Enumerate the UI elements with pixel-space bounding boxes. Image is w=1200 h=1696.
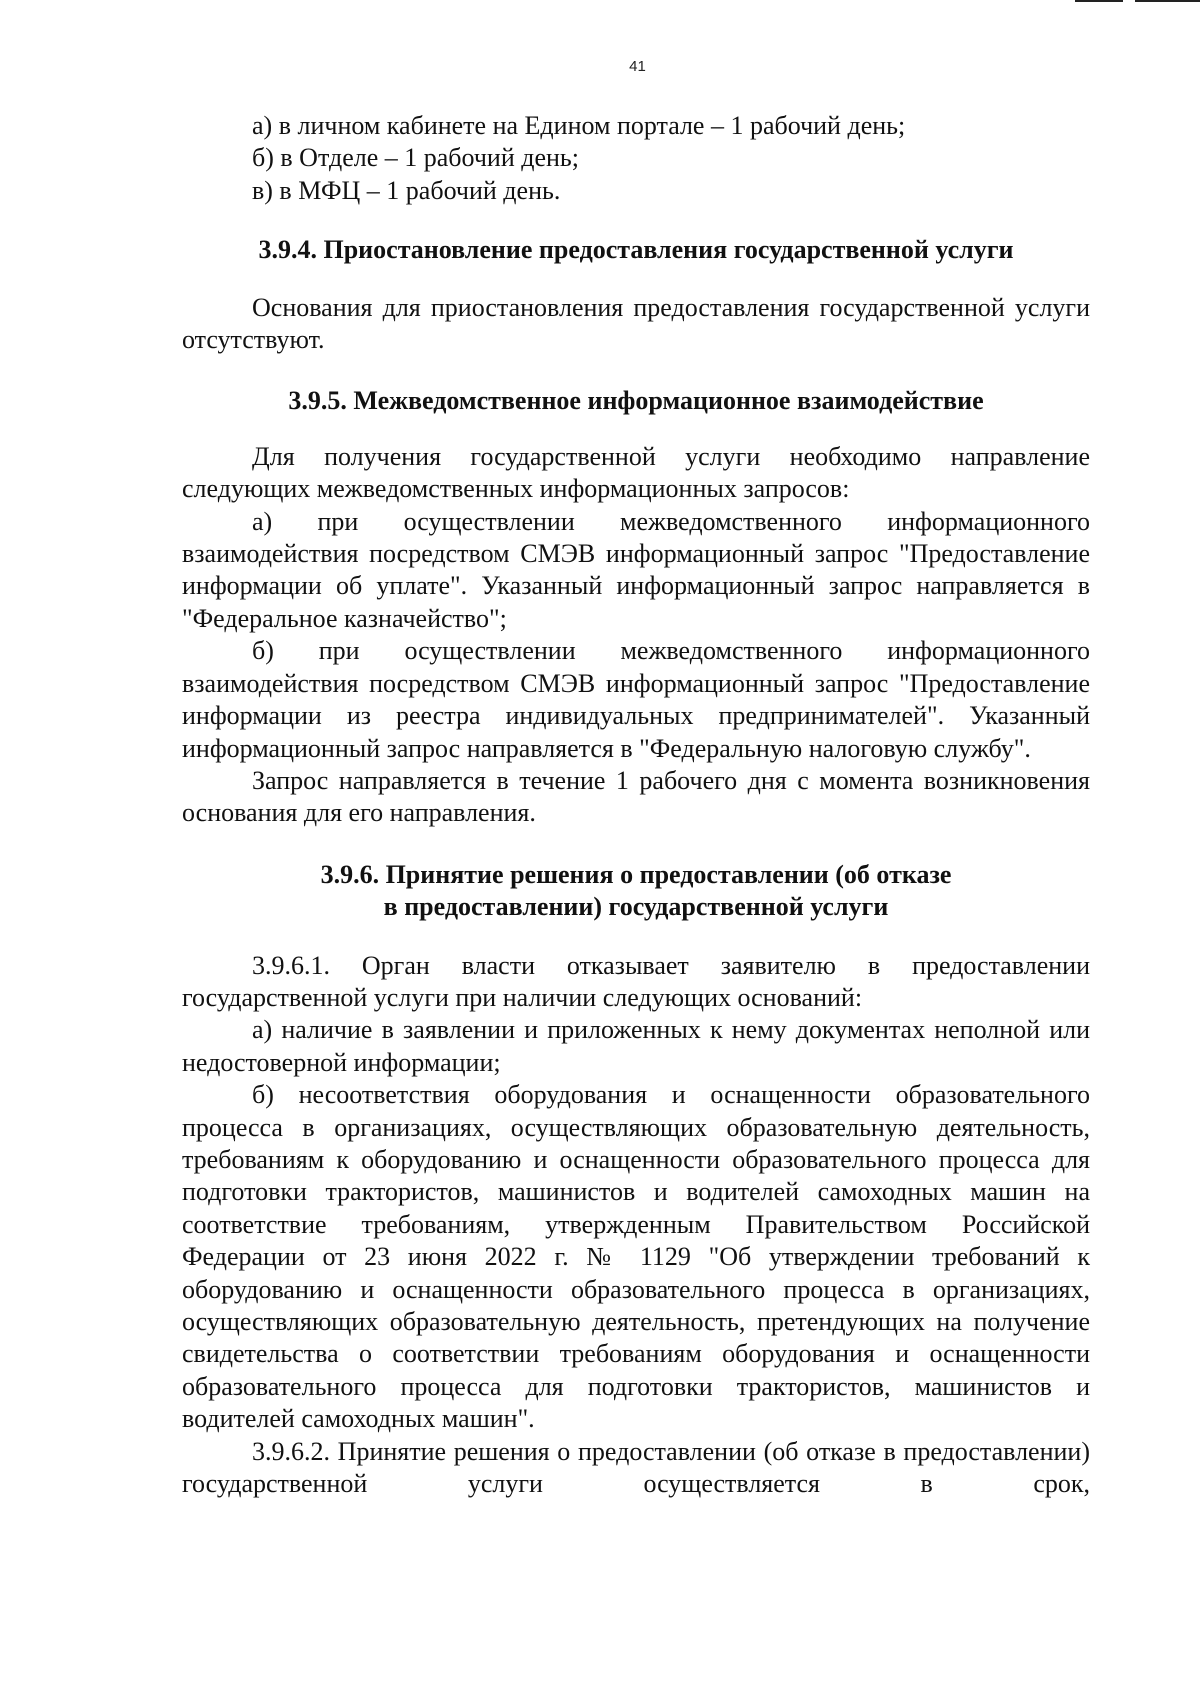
scan-edge-mark (1135, 0, 1200, 2)
paragraph: Для получения государственной услуги необходимо направление следующих межведомственных информационных запросов: (182, 441, 1090, 504)
document-body (182, 110, 1090, 1500)
paragraph: а) при осуществлении межведомственного информационного взаимодействия посредством СМЭВ информационный запрос "Предоставление информации об уплате". Указанный информационный запрос направляется в "Федеральное казначейство"; (182, 506, 1090, 633)
paragraph: Запрос направляется в течение 1 рабочего дня с момента возникновения основания для его направления. (182, 765, 1090, 828)
paragraph: 3.9.6.1. Орган власти отказывает заявителю в предоставлении государственной услуги при наличии следующих оснований: (182, 950, 1090, 1012)
deadline-list (182, 110, 1090, 207)
paragraph: Основания для приостановления предоставления государственной услуги отсутствуют. (182, 292, 1090, 355)
list-item: б) в Отделе – 1 рабочий день; (252, 143, 580, 173)
paragraph: 3.9.6.2. Принятие решения о предоставлении (об отказе в предоставлении) государственной услуги осуществляется в срок, (182, 1436, 1090, 1499)
section-heading-3-9-5: 3.9.5. Межведомственное информационное взаимодействие (288, 386, 984, 416)
section-heading-3-9-6 (182, 859, 1090, 924)
list-item: в) в МФЦ – 1 рабочий день. (252, 175, 561, 205)
heading-line: 3.9.6. Принятие решения о предоставлении (об отказе (320, 859, 952, 889)
heading-line: в предоставлении) государственной услуги (383, 892, 889, 922)
scan-edge-mark (1075, 0, 1123, 2)
list-item: а) в личном кабинете на Едином портале – 1 рабочий день; (252, 111, 906, 140)
page-number: 41 (629, 58, 646, 75)
paragraph: б) несоответствия оборудования и оснащенности образовательного процесса в организациях, осуществляющих образовательную деятельность, требованиям к оборудованию и оснащенности образовательного процесса для подготовки трактористов, машинистов и водителей самоходных машин на соответствие требованиям, утвержденным Правительством Российской Федерации от 23 июня 2022 г. № 1129 "Об утверждении требований к оборудованию и оснащенности образовательного процесса в организациях, осуществляющих образовательную деятельность, претендующих на получение свидетельства о соответствии требованиям оборудования и оснащенности образовательного процесса для подготовки трактористов, машинистов и водителей самоходных машин". (182, 1080, 1090, 1434)
paragraph: б) при осуществлении межведомственного информационного взаимодействия посредством СМЭВ информационный запрос "Предоставление информации из реестра индивидуальных предпринимателей". Указанный информационный запрос направляется в "Федеральную налоговую службу". (182, 636, 1090, 763)
section-heading-3-9-4: 3.9.4. Приостановление предоставления государственной услуги (258, 235, 1014, 265)
paragraph: а) наличие в заявлении и приложенных к нему документах неполной или недостоверной информации; (182, 1015, 1090, 1077)
